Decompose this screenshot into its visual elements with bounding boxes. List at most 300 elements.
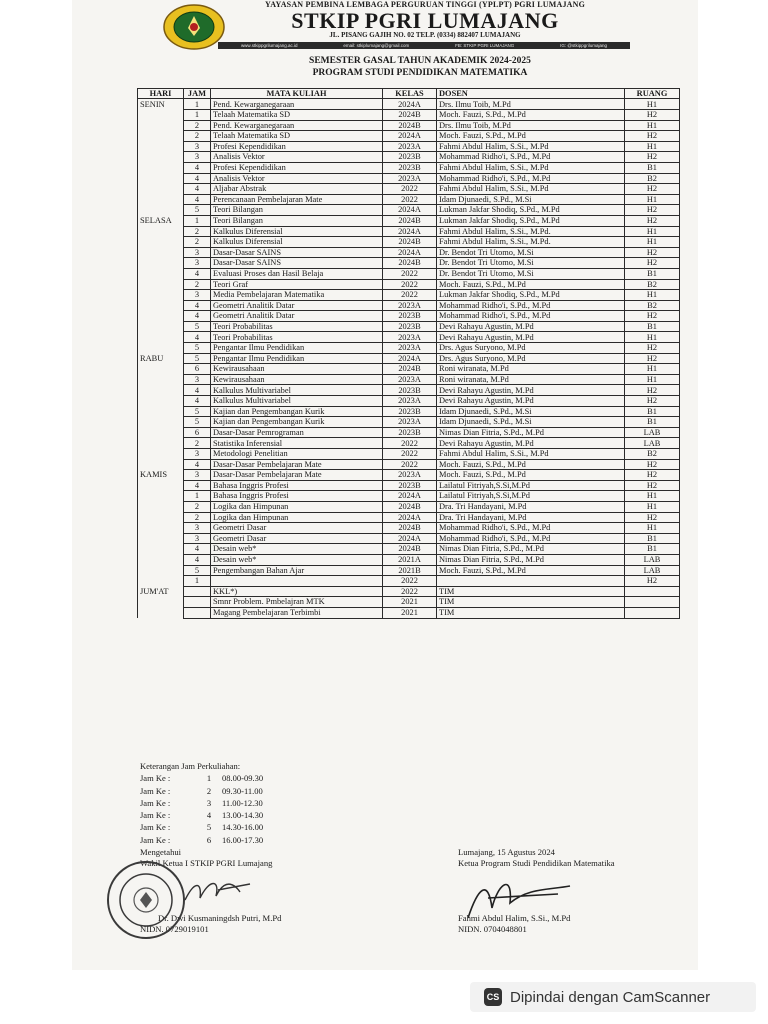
cell-dosen: TIM (437, 586, 625, 597)
cell-kelas: 2023A (383, 343, 437, 354)
table-row (138, 501, 680, 512)
cell-ruang: H2 (625, 353, 680, 364)
cell-dosen: Drs. Ilmu Toib, M.Pd (437, 99, 625, 110)
cell-ruang: H2 (625, 215, 680, 226)
cell-dosen: Moch. Fauzi, S.Pd., M.Pd (437, 279, 625, 290)
cell-jam: 3 (184, 374, 211, 385)
cell-mata-kuliah: Perencanaan Pembelajaran Mate (211, 194, 383, 205)
column-header-ruang: RUANG (625, 89, 680, 99)
table-row (138, 607, 680, 618)
cell-jam: 4 (184, 544, 211, 555)
cell-jam: 3 (184, 470, 211, 481)
cell-hari (138, 110, 184, 121)
cell-jam: 1 (184, 110, 211, 121)
table-row (138, 544, 680, 555)
cell-kelas: 2022 (383, 438, 437, 449)
cell-ruang: H1 (625, 237, 680, 248)
cell-hari (138, 565, 184, 576)
cell-mata-kuliah: Geometri Dasar (211, 523, 383, 534)
time-legend-item (140, 821, 263, 833)
time-legend-number: 4 (206, 810, 212, 821)
cell-hari (138, 374, 184, 385)
cell-jam (184, 586, 211, 597)
cell-ruang: H2 (625, 512, 680, 523)
cell-dosen: Devi Rahayu Agustin, M.Pd (437, 438, 625, 449)
cell-ruang: H1 (625, 374, 680, 385)
email-text: email: stkiplumajang@gmail.com (343, 43, 410, 48)
table-row (138, 533, 680, 544)
time-legend (140, 760, 263, 846)
cell-jam (184, 597, 211, 608)
cell-mata-kuliah: Aljabar Abstrak (211, 184, 383, 195)
time-legend-item (140, 834, 263, 846)
column-header-hari: HARI (138, 89, 184, 99)
time-legend-label: Jam Ke : (140, 834, 171, 845)
cell-hari (138, 332, 184, 343)
cell-ruang: B1 (625, 417, 680, 428)
cell-jam: 4 (184, 480, 211, 491)
cell-mata-kuliah: Smnr Problem. Pmbelajran MTK (211, 597, 383, 608)
table-row (138, 226, 680, 237)
table-row (138, 268, 680, 279)
table-row (138, 565, 680, 576)
table-row (138, 576, 680, 587)
cell-hari: KAMIS (138, 470, 184, 481)
cell-ruang: B2 (625, 300, 680, 311)
cell-mata-kuliah: Dasar-Dasar SAINS (211, 258, 383, 269)
signature-left-icon (180, 870, 260, 910)
cell-mata-kuliah: Logika dan Himpunan (211, 501, 383, 512)
cell-ruang: H1 (625, 141, 680, 152)
table-row (138, 586, 680, 597)
cell-dosen: Fahmi Abdul Halim, S.Si., M.Pd (437, 162, 625, 173)
cell-hari (138, 162, 184, 173)
cell-mata-kuliah: Pengantar Ilmu Pendidikan (211, 353, 383, 364)
table-row (138, 141, 680, 152)
cell-dosen: Devi Rahayu Agustin, M.Pd (437, 385, 625, 396)
signature-left-name: Dr. Dwi Kusmaningdsh Putri, M.Pd (158, 913, 282, 923)
cell-kelas: 2022 (383, 449, 437, 460)
camscanner-text: Dipindai dengan CamScanner (510, 988, 711, 1006)
cell-ruang: H2 (625, 470, 680, 481)
cell-jam: 6 (184, 364, 211, 375)
signature-left-nidn: NIDN. 0729019101 (140, 924, 209, 934)
cell-mata-kuliah: Profesi Kependidikan (211, 141, 383, 152)
column-header-jam: JAM (184, 89, 211, 99)
cell-kelas: 2024B (383, 544, 437, 555)
cell-jam: 5 (184, 565, 211, 576)
cell-hari: RABU (138, 353, 184, 364)
cell-hari (138, 173, 184, 184)
cell-kelas: 2022 (383, 268, 437, 279)
time-legend-time: 11.00-12.30 (222, 797, 263, 808)
cell-mata-kuliah: Magang Pembelajaran Terbimbi (211, 607, 383, 618)
time-legend-label: Jam Ke : (140, 773, 171, 784)
cell-jam: 3 (184, 523, 211, 534)
time-legend-item (140, 785, 263, 797)
cell-jam: 4 (184, 459, 211, 470)
time-legend-label: Jam Ke : (140, 810, 171, 821)
cell-ruang: H2 (625, 205, 680, 216)
cell-kelas: 2021 (383, 607, 437, 618)
cell-ruang: H1 (625, 501, 680, 512)
cell-jam: 5 (184, 205, 211, 216)
time-legend-title: Keterangan Jam Perkuliahan: (140, 761, 241, 771)
cell-hari (138, 311, 184, 322)
cell-ruang: H1 (625, 364, 680, 375)
table-row (138, 364, 680, 375)
table-row (138, 554, 680, 565)
cell-jam: 5 (184, 353, 211, 364)
cell-mata-kuliah: Telaah Matematika SD (211, 110, 383, 121)
table-row (138, 343, 680, 354)
cell-dosen: Dra. Tri Handayani, M.Pd (437, 512, 625, 523)
cell-jam: 3 (184, 141, 211, 152)
cell-mata-kuliah: Pend. Kewarganegaraan (211, 99, 383, 110)
table-row (138, 332, 680, 343)
cell-kelas: 2023A (383, 141, 437, 152)
cell-kelas: 2022 (383, 194, 437, 205)
cell-ruang: H1 (625, 194, 680, 205)
cell-hari (138, 300, 184, 311)
cell-dosen: Moch. Fauzi, S.Pd., M.Pd (437, 131, 625, 142)
cell-dosen: Mohammad Ridho'i, S.Pd., M.Pd (437, 311, 625, 322)
time-legend-time: 08.00-09.30 (222, 773, 264, 784)
cell-mata-kuliah: Kajian dan Pengembangan Kurik (211, 417, 383, 428)
document-subtitle: PROGRAM STUDI PENDIDIKAN MATEMATIKA (312, 68, 528, 78)
cell-mata-kuliah: Pengembangan Bahan Ajar (211, 565, 383, 576)
cell-ruang: H1 (625, 120, 680, 131)
table-row (138, 427, 680, 438)
column-header-dosen: DOSEN (437, 89, 625, 99)
cell-dosen: Dr. Bendot Tri Utomo, M.Si (437, 268, 625, 279)
cell-mata-kuliah: Teori Graf (211, 279, 383, 290)
table-row (138, 152, 680, 163)
time-legend-label: Jam Ke : (140, 785, 171, 796)
cell-mata-kuliah: KKL*) (211, 586, 383, 597)
table-header-row (138, 89, 680, 99)
table-row (138, 279, 680, 290)
cell-mata-kuliah: Teori Bilangan (211, 205, 383, 216)
cell-kelas: 2023B (383, 480, 437, 491)
table-row (138, 300, 680, 311)
cell-jam: 3 (184, 247, 211, 258)
cell-dosen: Lailatul Fitriyah,S.Si,M.Pd (437, 491, 625, 502)
organization-name: YAYASAN PEMBINA LEMBAGA PERGURUAN TINGGI (YPLPT) PGRI LUMAJANG (264, 0, 586, 9)
cell-mata-kuliah: Teori Probabilitas (211, 321, 383, 332)
cell-jam: 4 (184, 173, 211, 184)
cell-hari (138, 131, 184, 142)
cell-mata-kuliah: Desain web* (211, 544, 383, 555)
cell-mata-kuliah: Geometri Analitik Datar (211, 300, 383, 311)
cell-kelas: 2024A (383, 99, 437, 110)
cell-kelas: 2024A (383, 353, 437, 364)
table-row (138, 237, 680, 248)
cell-jam: 2 (184, 438, 211, 449)
cell-kelas: 2023A (383, 470, 437, 481)
cell-jam: 1 (184, 491, 211, 502)
cell-dosen: Fahmi Abdul Halim, S.Si., M.Pd (437, 184, 625, 195)
cell-dosen: Mohammad Ridho'i, S.Pd., M.Pd (437, 173, 625, 184)
time-legend-number: 6 (206, 834, 212, 845)
cell-dosen: Mohammad Ridho'i, S.Pd., M.Pd (437, 300, 625, 311)
cell-ruang: B2 (625, 449, 680, 460)
cell-dosen: Fahmi Abdul Halim, S.Si., M.Pd (437, 449, 625, 460)
cell-kelas: 2022 (383, 459, 437, 470)
cell-ruang: H2 (625, 459, 680, 470)
cell-hari (138, 449, 184, 460)
cell-hari (138, 205, 184, 216)
cell-kelas: 2024B (383, 501, 437, 512)
cell-jam: 5 (184, 343, 211, 354)
cell-jam: 2 (184, 226, 211, 237)
cell-dosen: Lukman Jakfar Shodiq, S.Pd., M.Pd (437, 290, 625, 301)
cell-mata-kuliah: Pend. Kewarganegaraan (211, 120, 383, 131)
table-row (138, 374, 680, 385)
signature-left-line2: Wakil Ketua I STKIP PGRI Lumajang (140, 858, 273, 868)
time-legend-item (140, 797, 263, 809)
time-legend-item (140, 772, 263, 784)
table-row (138, 523, 680, 534)
cell-jam: 2 (184, 512, 211, 523)
cell-mata-kuliah: Analisis Vektor (211, 152, 383, 163)
table-row (138, 438, 680, 449)
cell-ruang: B1 (625, 268, 680, 279)
cell-ruang (625, 607, 680, 618)
cell-jam (184, 607, 211, 618)
cell-jam: 3 (184, 290, 211, 301)
cell-hari (138, 194, 184, 205)
cell-jam: 4 (184, 300, 211, 311)
cell-hari (138, 258, 184, 269)
cell-mata-kuliah: Dasar-Dasar Pembelajaran Mate (211, 459, 383, 470)
table-row (138, 247, 680, 258)
table-row (138, 396, 680, 407)
cell-ruang: LAB (625, 427, 680, 438)
cell-ruang: H1 (625, 523, 680, 534)
cell-jam: 4 (184, 184, 211, 195)
cell-dosen: Moch. Fauzi, S.Pd., M.Pd (437, 565, 625, 576)
cell-ruang: B1 (625, 321, 680, 332)
cell-ruang: H2 (625, 576, 680, 587)
cell-kelas: 2024A (383, 512, 437, 523)
cell-dosen: Moch. Fauzi, S.Pd., M.Pd (437, 459, 625, 470)
cell-ruang (625, 597, 680, 608)
cell-jam: 4 (184, 554, 211, 565)
table-row (138, 120, 680, 131)
cell-ruang: H1 (625, 99, 680, 110)
cell-dosen: TIM (437, 597, 625, 608)
institution-name: STKIP PGRI LUMAJANG (291, 8, 559, 33)
cell-jam: 6 (184, 427, 211, 438)
cell-mata-kuliah: Kalkulus Multivariabel (211, 385, 383, 396)
cell-mata-kuliah: Kalkulus Diferensial (211, 226, 383, 237)
table-row (138, 406, 680, 417)
cell-ruang: LAB (625, 554, 680, 565)
cell-mata-kuliah: Teori Bilangan (211, 215, 383, 226)
cell-jam: 3 (184, 449, 211, 460)
cell-jam: 1 (184, 576, 211, 587)
cell-kelas: 2023A (383, 300, 437, 311)
table-row (138, 449, 680, 460)
cell-hari (138, 501, 184, 512)
cell-kelas: 2024B (383, 258, 437, 269)
cell-hari (138, 607, 184, 618)
cell-kelas: 2023B (383, 321, 437, 332)
cell-mata-kuliah: Kalkulus Multivariabel (211, 396, 383, 407)
cell-mata-kuliah: Evaluasi Proses dan Hasil Belaja (211, 268, 383, 279)
time-legend-label: Jam Ke : (140, 797, 171, 808)
time-legend-number: 2 (206, 785, 212, 796)
cell-dosen: Dra. Tri Handayani, M.Pd (437, 501, 625, 512)
cell-dosen: Dr. Bendot Tri Utomo, M.Si (437, 247, 625, 258)
time-legend-item (140, 809, 263, 821)
cell-dosen: Devi Rahayu Agustin, M.Pd (437, 396, 625, 407)
cell-ruang: H2 (625, 110, 680, 121)
time-legend-time: 13.00-14.30 (222, 810, 264, 821)
cell-kelas: 2022 (383, 279, 437, 290)
cell-kelas: 2024B (383, 237, 437, 248)
table-row (138, 321, 680, 332)
cell-mata-kuliah: Metodologi Penelitian (211, 449, 383, 460)
cell-mata-kuliah: Dasar-Dasar SAINS (211, 247, 383, 258)
cell-ruang: B1 (625, 406, 680, 417)
cell-dosen: Roni wiranata, M.Pd (437, 364, 625, 375)
cell-kelas: 2023B (383, 152, 437, 163)
signature-right-name: Fahmi Abdul Halim, S.Si., M.Pd (458, 913, 571, 923)
cell-dosen: Devi Rahayu Agustin, M.Pd (437, 321, 625, 332)
cell-kelas: 2024A (383, 533, 437, 544)
table-row (138, 512, 680, 523)
cell-kelas: 2024A (383, 205, 437, 216)
cell-ruang: H2 (625, 480, 680, 491)
cell-jam: 2 (184, 120, 211, 131)
cell-kelas: 2023A (383, 396, 437, 407)
cell-jam: 2 (184, 501, 211, 512)
cell-hari (138, 268, 184, 279)
cell-mata-kuliah: Geometri Dasar (211, 533, 383, 544)
cell-dosen: Fahmi Abdul Halim, S.Si., M.Pd. (437, 237, 625, 248)
signature-right-icon (458, 868, 578, 928)
cell-mata-kuliah: Teori Probabilitas (211, 332, 383, 343)
time-legend-number: 5 (206, 822, 212, 833)
time-legend-time: 14.30-16.00 (222, 822, 264, 833)
cell-hari (138, 226, 184, 237)
cell-kelas: 2024A (383, 247, 437, 258)
cell-mata-kuliah: Profesi Kependidikan (211, 162, 383, 173)
cell-mata-kuliah: Kalkulus Diferensial (211, 237, 383, 248)
cell-kelas: 2023B (383, 427, 437, 438)
cell-kelas: 2022 (383, 586, 437, 597)
cell-jam: 5 (184, 406, 211, 417)
signature-left-line1: Mengetahui (140, 847, 182, 857)
table-row (138, 470, 680, 481)
cell-mata-kuliah: Desain web* (211, 554, 383, 565)
cell-kelas: 2021 (383, 597, 437, 608)
cell-hari (138, 237, 184, 248)
column-header-mata-kuliah: MATA KULIAH (211, 89, 383, 99)
cell-ruang: LAB (625, 438, 680, 449)
institution-logo-icon (162, 2, 226, 50)
time-legend-time: 09.30-11.00 (222, 785, 263, 796)
signature-right-line2: Ketua Program Studi Pendidikan Matematika (458, 858, 615, 868)
cell-jam: 4 (184, 268, 211, 279)
instagram-text: IG: @stkippgrilumajang (560, 43, 608, 48)
cell-dosen: Lukman Jakfar Shodiq, S.Pd., M.Pd (437, 215, 625, 226)
cell-kelas: 2023A (383, 173, 437, 184)
cell-kelas: 2023A (383, 332, 437, 343)
cell-ruang: H1 (625, 290, 680, 301)
signature-right-line1: Lumajang, 15 Agustus 2024 (458, 847, 555, 857)
cell-dosen: Roni wiranata, M.Pd (437, 374, 625, 385)
cell-ruang: H2 (625, 311, 680, 322)
table-row (138, 480, 680, 491)
cell-ruang: B2 (625, 279, 680, 290)
cell-hari: SENIN (138, 99, 184, 110)
cell-hari (138, 427, 184, 438)
cell-dosen: Idam Djunaedi, S.Pd., M.Si (437, 194, 625, 205)
cell-mata-kuliah: Logika dan Himpunan (211, 512, 383, 523)
table-row (138, 353, 680, 364)
cell-jam: 4 (184, 396, 211, 407)
cell-jam: 3 (184, 152, 211, 163)
cell-mata-kuliah: Geometri Analitik Datar (211, 311, 383, 322)
cell-dosen: Moch. Fauzi, S.Pd., M.Pd (437, 110, 625, 121)
cell-dosen: Dr. Bendot Tri Utomo, M.Si (437, 258, 625, 269)
cell-hari (138, 576, 184, 587)
cell-dosen: TIM (437, 607, 625, 618)
camscanner-icon: CS (484, 988, 502, 1006)
cell-hari (138, 141, 184, 152)
cell-ruang: B1 (625, 533, 680, 544)
cell-mata-kuliah: Media Pembelajaran Matematika (211, 290, 383, 301)
institution-address: JL. PISANG GAJIH NO. 02 TELP. (0334) 882407 LUMAJANG (329, 31, 521, 39)
cell-dosen: Mohammad Ridho'i, S.Pd., M.Pd (437, 533, 625, 544)
cell-kelas: 2023A (383, 417, 437, 428)
cell-jam: 2 (184, 279, 211, 290)
column-header-kelas: KELAS (383, 89, 437, 99)
cell-ruang: H2 (625, 396, 680, 407)
document-title: SEMESTER GASAL TAHUN AKADEMIK 2024-2025 (309, 56, 531, 66)
cell-hari (138, 491, 184, 502)
table-row (138, 205, 680, 216)
cell-hari (138, 152, 184, 163)
cell-mata-kuliah: Analisis Vektor (211, 173, 383, 184)
time-legend-time: 16.00-17.30 (222, 834, 264, 845)
cell-dosen: Lukman Jakfar Shodiq, S.Pd., M.Pd (437, 205, 625, 216)
cell-ruang: B1 (625, 544, 680, 555)
table-row (138, 417, 680, 428)
cell-jam: 4 (184, 162, 211, 173)
cell-hari (138, 120, 184, 131)
cell-ruang: H1 (625, 332, 680, 343)
table-row (138, 491, 680, 502)
cell-kelas: 2024B (383, 364, 437, 375)
cell-dosen: Nimas Dian Fitria, S.Pd., M.Pd (437, 427, 625, 438)
table-row (138, 194, 680, 205)
cell-dosen: Idam Djunaedi, S.Pd., M.Si (437, 417, 625, 428)
cell-ruang: H1 (625, 226, 680, 237)
cell-dosen: Devi Rahayu Agustin, M.Pd (437, 332, 625, 343)
cell-dosen: Lailatul Fitriyah,S.Si,M.Pd (437, 480, 625, 491)
cell-kelas: 2024B (383, 120, 437, 131)
cell-mata-kuliah: Dasar-Dasar Pemrograman (211, 427, 383, 438)
table-row (138, 258, 680, 269)
time-legend-label: Jam Ke : (140, 822, 171, 833)
cell-dosen: Moch. Fauzi, S.Pd., M.Pd (437, 470, 625, 481)
cell-hari (138, 438, 184, 449)
cell-ruang: H2 (625, 385, 680, 396)
